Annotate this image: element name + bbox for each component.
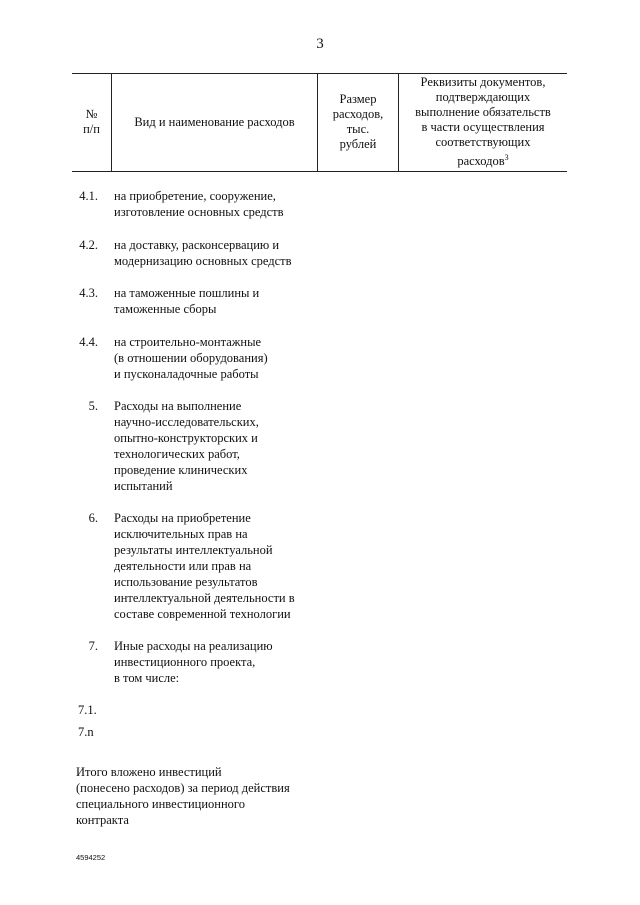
- row-number: 4.3.: [79, 286, 98, 300]
- header-docs-text: Реквизиты документов, подтверждающих выполнение обязательств в части осуществления соответствующих расходов: [415, 74, 551, 169]
- header-name-column: [112, 73, 317, 171]
- row-number: 7.: [88, 639, 98, 653]
- header-docs-column: [399, 73, 567, 171]
- row-number: 4.4.: [79, 335, 98, 349]
- row-number: 4.1.: [79, 189, 98, 203]
- row-text: Иные расходы на реализацию инвестиционного проекта, в том числе:: [114, 639, 273, 685]
- row-text: на таможенные пошлины и таможенные сборы: [114, 286, 260, 316]
- row-number: 5.: [88, 399, 98, 413]
- header-name-label: Вид и наименование расходов: [134, 114, 295, 129]
- header-size-column: [318, 73, 398, 171]
- header-docs-label: [415, 75, 551, 169]
- row-text: Расходы на приобретение исключительных прав на результаты интеллектуальной деятельности или прав на использование результатов интеллектуальной деятельности в составе современной технологии: [114, 511, 295, 621]
- row-text: на приобретение, сооружение, изготовление основных средств: [114, 189, 284, 219]
- row-number: 7.n: [78, 725, 94, 739]
- row-text: на строительно-монтажные (в отношении оборудования) и пусконаладочные работы: [114, 335, 268, 381]
- page-number: 3: [316, 36, 324, 52]
- footnote-marker: 3: [504, 152, 509, 162]
- header-number-label: № п/п: [83, 107, 100, 136]
- row-number: 7.1.: [78, 703, 97, 717]
- header-bottom-rule: [72, 171, 567, 172]
- total-investment-text: Итого вложено инвестиций (понесено расходов) за период действия специального инвестиционного контракта: [76, 765, 290, 827]
- row-number: 4.2.: [79, 238, 98, 252]
- header-number-column: [72, 73, 111, 171]
- row-text: на доставку, расконсервацию и модернизацию основных средств: [114, 238, 292, 268]
- document-id: 4594252: [76, 853, 106, 862]
- row-number: 6.: [88, 511, 98, 525]
- header-size-label: Размер расходов, тыс. рублей: [332, 92, 384, 151]
- row-text: Расходы на выполнение научно-исследовательских, опытно-конструкторских и технологических работ, проведение клинических испытаний: [114, 399, 259, 493]
